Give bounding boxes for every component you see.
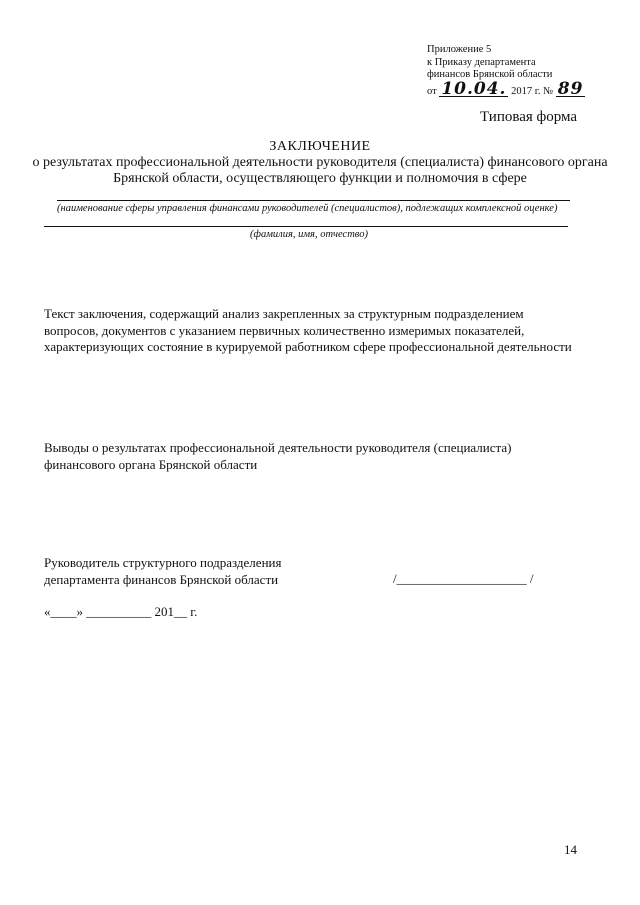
conclusions-line-1: Выводы о результатах профессиональной деятельности руководителя (специалиста) [44,440,512,455]
signature-line-1: Руководитель структурного подразделения [44,555,282,570]
conclusion-text-line-2: вопросов, документов с указанием первичных количественно измеримых показателей, [44,322,525,338]
appendix-block [427,44,585,98]
handwritten-number: 89 [557,78,584,99]
year-number-label: 2017 г. № [511,85,554,97]
handwritten-date: 10.04. [441,78,507,99]
sphere-fill-line[interactable] [57,200,570,201]
conclusion-text-line-3: характеризующих состояние в курируемой работником сфере профессиональной деятельности [44,339,572,354]
form-type-label: Типовая форма [480,109,578,125]
document-title [0,139,640,187]
signature-field[interactable]: /____________________ / [393,571,534,586]
conclusion-text-line-1: Текст заключения, содержащий анализ закрепленных за структурным подразделением [44,306,524,321]
conclusion-text-block [44,306,572,356]
page-number: 14 [564,842,577,857]
conclusions-line-2: финансового органа Брянской области [44,456,258,472]
signature-line-2: департамента финансов Брянской области [44,572,279,587]
fio-caption: (фамилия, имя, отчество) [250,229,368,240]
signature-label-block [44,554,281,588]
appendix-line-3: финансов Брянской области [427,69,553,80]
date-prefix: от [427,85,437,97]
appendix-line-2: к Приказу департамента [427,56,536,68]
appendix-line-1: Приложение 5 [427,44,492,55]
appendix-date-line [427,78,585,99]
date-field[interactable]: «____» __________ 201__ г. [44,604,198,619]
sphere-caption: (наименование сферы управления финансами руководителей (специалистов), подлежащих комплексной оценке) [57,203,558,214]
title-line-2: о результатах профессиональной деятельности руководителя (специалиста) финансового органа [32,155,608,170]
title-line-3: Брянской области, осуществляющего функции и полномочия в сфере [113,171,527,186]
title-heading: ЗАКЛЮЧЕНИЕ [269,139,371,154]
fio-fill-line[interactable] [44,226,568,227]
conclusions-block [44,440,511,473]
